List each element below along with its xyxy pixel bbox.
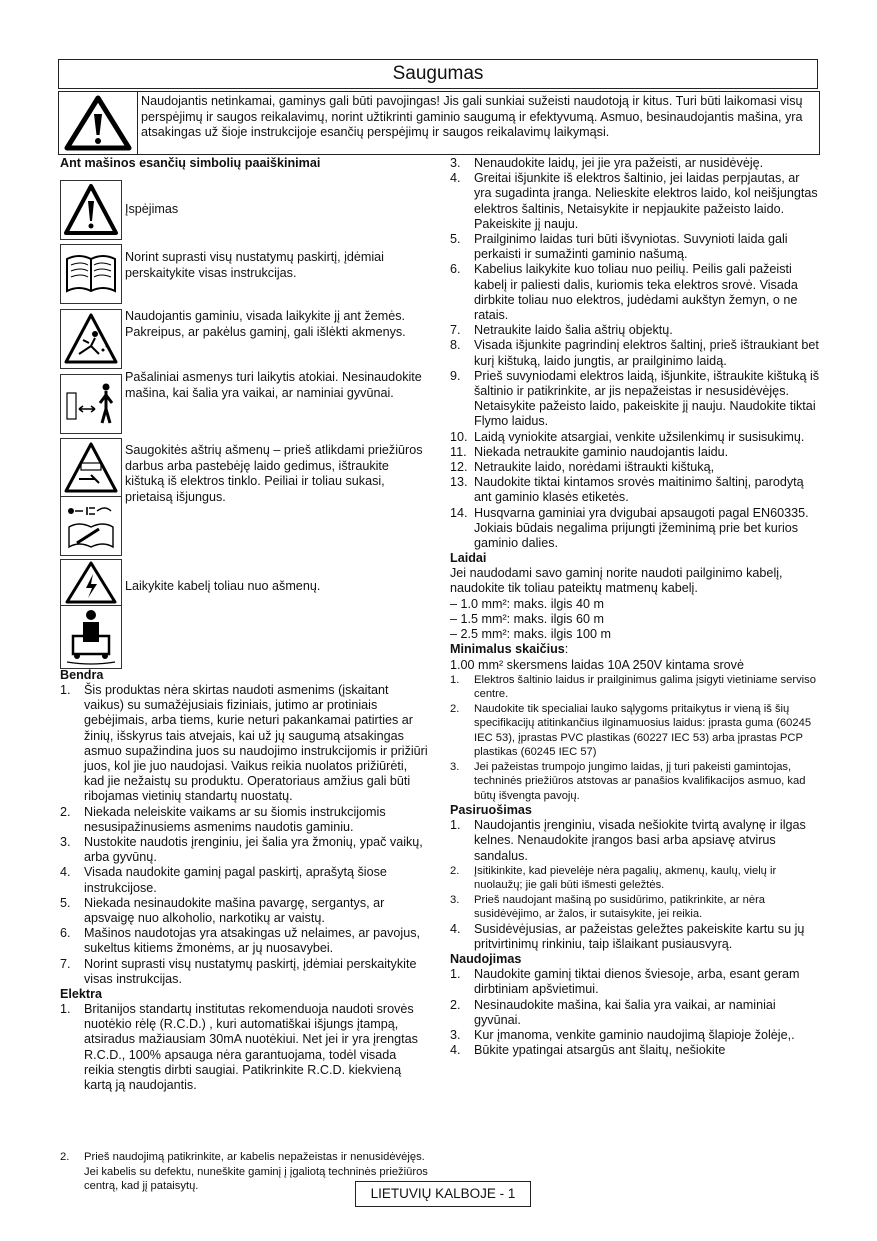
laidai-size: – 2.5 mm²: maks. ilgis 100 m — [450, 627, 611, 642]
symbol-text: Saugokitės aštrių ašmenų – prieš atlikdami priežiūros darbus arba pastebėję laido gedimus, ištraukite kištuką iš elektros tinklo. Peiliai ir toliau sukasi, prietaisą išjungus. — [125, 443, 423, 504]
bendra-section — [60, 668, 428, 1093]
list-item: 5. Prailginimo laidas turi būti išvyniotas. Suvynioti laida gali perkaisti ir sumažinti gaminio našumą. — [450, 232, 788, 262]
list-item: 6. Kabelius laikykite kuo toliau nuo peilių. Peilis gali pažeisti kabelį ir paliesti dalis, kuriomis teka elektros srovė. Visada dirbkite toliau nuo elektros, judėdami aukštyn žemyn, o ne ratais. — [450, 262, 798, 323]
list-item: 4. Visada naudokite gaminį pagal paskirtį, aprašytą šiose instrukcijose. — [60, 865, 387, 895]
list-item: 1. Šis produktas nėra skirtas naudoti asmenims (įskaitant vaikus) su sumažėjusiais fiziniais, jutimo ar protiniais gebėjimais, arba tiems, kurie neturi pakankamai patirties ar žinių, išskyrus tais atvejais, kai už jų saugumą atsakingas asmuo supažindina juos su naudojimo instrukcijomis ir prižiūri juos, kol jie juo naudojasi. Vaikus reikia nuolatos prižiūrėti, kad jie nežaistų su produktu. Operatoriaus amžius gali būti ribojamas vietinių standartų nuostatų. — [60, 683, 428, 804]
flying-stones-icon — [60, 309, 122, 369]
list-item: 9. Prieš suvyniodami elektros laidą, išjunkite, ištraukite kištuką iš šaltinio ir patikrinkite, ar jis nepažeistas ir nesusidėvėjęs. Netaisykite pažeisto laido, pakeiskite jį nauju. Naudokite tiktai Flymo laidus. — [450, 368, 820, 429]
warning-triangle-icon — [59, 92, 137, 154]
list-item: 7. Netraukite laido šalia aštrių objektų. — [450, 323, 673, 338]
elektra-list-a — [60, 1002, 428, 1093]
list-item: 6. Mašinos naudotojas yra atsakingas už nelaimes, ar pavojus, sukeltus kitiems žmonėms, ar jų nuosavybei. — [60, 926, 421, 956]
list-item: 3. Nustokite naudotis įrenginiu, jei šalia yra žmonių, ypač vaikų, arba gyvūnų. — [60, 835, 423, 865]
min-text: 1.00 mm² skersmens laidas 10A 250V kintama srovė — [450, 657, 744, 672]
list-item: 1. Britanijos standartų institutas rekomenduoja naudoti srovės nuotėkio rėlę (R.C.D.) , kuri automatiškai išjungs įtampą, atsiradus mažiausiam 30mA nuotėkiui. Net jei ir yra įrengtas R.C.D., 100% apsauga nėra garantuojama, todėl visada reikia stengtis dirbti saugiai. Patikrinkite R.C.D. kiekvieną kartą ją naudojantis. — [60, 1002, 418, 1093]
symbols-heading: Ant mašinos esančių simbolių paaiškinimai — [60, 156, 321, 170]
right-column — [450, 156, 820, 1058]
list-item: 3. Prieš naudojant mašiną po susidūrimo, patikrinkite, ar nėra susidėvėjimo, ar žalos, ir sutaisykite, jei reikia. — [450, 893, 766, 921]
list-item: 1. Naudojantis įrenginiu, visada nešiokite tvirtą avalynę ir ilgas kelnes. Nenaudokite įrangos basi arba apsiavę atvirus sandalus. — [450, 818, 806, 863]
list-item: 2. Niekada neleiskite vaikams ar su šiomis instrukcijomis nesusipažinusiems asmenims naudotis gaminiu. — [60, 804, 386, 834]
operator-mower-icon — [60, 605, 122, 669]
open-book-icon — [60, 244, 122, 304]
list-item: 2. Prieš naudojimą patikrinkite, ar kabelis nepažeistas ir nenusidėvėjęs. Jei kabelis su defektu, nuneškite gaminį į įgaliotą techninės priežiūros centrą, kad jį pataisytų. — [60, 1151, 428, 1192]
page-title: Saugumas — [58, 59, 818, 89]
elektra-list-b — [450, 156, 820, 551]
list-item: 3. Jei pažeistas trumpojo jungimo laidas, jį turi pakeisti gamintojas, techninės priežiūros atstovas ar panašios kvalifikacijos asmuo, kad būtų išvengta pavojų. — [450, 760, 806, 802]
warning-triangle-icon — [60, 180, 122, 240]
section-heading: Pasiruošimas — [450, 803, 532, 818]
section-heading: Laidai — [450, 551, 487, 566]
list-item: 2. Įsitikinkite, kad pievelėje nėra pagalių, akmenų, kaulų, vielų ir nuolaužų; jie gali būti išmesti geležtės. — [450, 864, 777, 892]
list-item: 11. Niekada netraukite gaminio naudojantis laidu. — [450, 444, 729, 459]
min-heading-line: Minimalus skaičius: — [450, 642, 569, 657]
list-item: 5. Niekada nesinaudokite mašina pavargę, sergantys, ar apsvaigę nuo alkoholio, narkotikų ar vaistų. — [60, 895, 385, 926]
warning-text: Naudojantis netinkamai, gaminys gali būti pavojingas! Jis gali sunkiai sužeisti naudotoją ir kitus. Turi būti laikomasi visų perspėjimų ir saugos reikalavimų, norint užtikrinti gaminio saugumą ir efektyvumą. Asmuo, besinaudojantis mašina, yra atsakingas už šioje instrukcijoje esančių perspėjimų ir saugos reikalavimų laikymąsi. — [141, 94, 803, 139]
unplug-wrench-icon — [60, 496, 122, 556]
list-item: 2. Nesinaudokite mašina, kai šalia yra vaikai, ar naminiai gyvūnai. — [450, 997, 776, 1027]
list-item: 1. Naudokite gaminį tiktai dienos šviesoje, arba, esant geram dirbtiniam apšvietimui. — [450, 967, 800, 997]
list-item: 13. Naudokite tiktai kintamos srovės maitinimo šaltinį, parodytą ant gaminio klasės etiketės. — [450, 475, 804, 505]
section-heading: Bendra — [60, 668, 104, 682]
list-item: 12. Netraukite laido, norėdami ištraukti kištuką, — [450, 460, 715, 475]
list-item: 2. Naudokite tik specialiai lauko sąlygoms pritaikytus ir vieną iš šių specifikacijų atitinkančius ilginamuosius laidus: įprasta guma (60245 IEC 53), įprastas PVC plastikas (60227 IEC 53) arba įprastas PCP plastikas (60245 IEC 57) — [450, 702, 812, 759]
symbol-text: Norint suprasti visų nustatymų paskirtį, įdėmiai perskaitykite visas instrukcijas. — [125, 250, 384, 280]
laidai-intro: Jei naudodami savo gaminį norite naudoti pailginimo kabelį, naudokite tik toliau pateiktų matmenų kabelį. — [450, 566, 783, 596]
list-item: 3. Nenaudokite laidų, jei jie yra pažeisti, ar nusidėvėję. — [450, 156, 764, 170]
symbol-text: Įspėjimas — [125, 202, 179, 216]
page-footer: LIETUVIŲ KALBOJE - 1 — [355, 1181, 531, 1207]
list-item: 1. Elektros šaltinio laidus ir prailginimus galima įsigyti vietiniame serviso centre. — [450, 673, 816, 701]
laidai-size: – 1.5 mm²: maks. ilgis 60 m — [450, 611, 604, 626]
blade-hand-icon — [60, 438, 122, 498]
min-list — [450, 673, 820, 804]
list-item: 3. Kur įmanoma, venkite gaminio naudojimą šlapioje žolėje,. — [450, 1028, 795, 1043]
section-heading: Minimalus skaičius — [450, 642, 565, 657]
pas-list — [450, 818, 820, 952]
left-column — [60, 156, 428, 1093]
laidai-size: – 1.0 mm²: maks. ilgis 40 m — [450, 596, 604, 611]
electric-shock-icon — [60, 559, 122, 607]
section-heading: Elektra — [60, 987, 103, 1002]
bendra-list — [60, 683, 428, 987]
list-item: 4. Būkite ypatingai atsargūs ant šlaitų, nešiokite — [450, 1043, 726, 1058]
symbol-text: Laikykite kabelį toliau nuo ašmenų. — [125, 579, 321, 593]
naud-list — [450, 967, 820, 1058]
warning-icon-cell — [59, 92, 138, 154]
distance-icon — [60, 374, 122, 434]
list-item: 8. Visada išjunkite pagrindinį elektros šaltinį, prieš ištraukiant bet kurį kištuką, laido jungtis, ar prailginimo laidą. — [450, 338, 819, 368]
list-item: 14. Husqvarna gaminiai yra dvigubai apsaugoti pagal EN60335. Jokiais būdais negalima prijungti įžeminimą prie bet kurios gaminio dalies. — [450, 505, 809, 551]
list-item: 10. Laidą vyniokite atsargiai, venkite užsilenkimų ir susisukimų. — [450, 429, 805, 444]
list-item: 4. Susidėvėjusias, ar pažeistas geležtes pakeiskite kartu su jų pritvirtinimų rinkiniu, taip išlaikant pusiausvyrą. — [450, 921, 805, 952]
list-item: 4. Greitai išjunkite iš elektros šaltinio, jei laidas perpjautas, ar yra sugadinta įranga. Nelieskite elektros laido, kol neišjungtas elektros šaltinis, Netaisykite ir nepjaukite pažeisto laido. Pakeiskite jį nauju. — [450, 171, 818, 231]
section-heading: Naudojimas — [450, 952, 522, 967]
symbol-text: Pašaliniai asmenys turi laikytis atokiai. Nesinaudokite mašina, kai šalia yra vaikai, ar naminiai gyvūnai. — [125, 370, 422, 400]
symbol-text: Naudojantis gaminiu, visada laikykite jį ant žemės. Pakreipus, ar pakėlus gaminį, gali išlėkti akmenys. — [125, 309, 406, 339]
list-item: 7. Norint suprasti visų nustatymų paskirtį, įdėmiai perskaitykite visas instrukcijas. — [60, 956, 417, 986]
warning-box — [58, 91, 820, 155]
